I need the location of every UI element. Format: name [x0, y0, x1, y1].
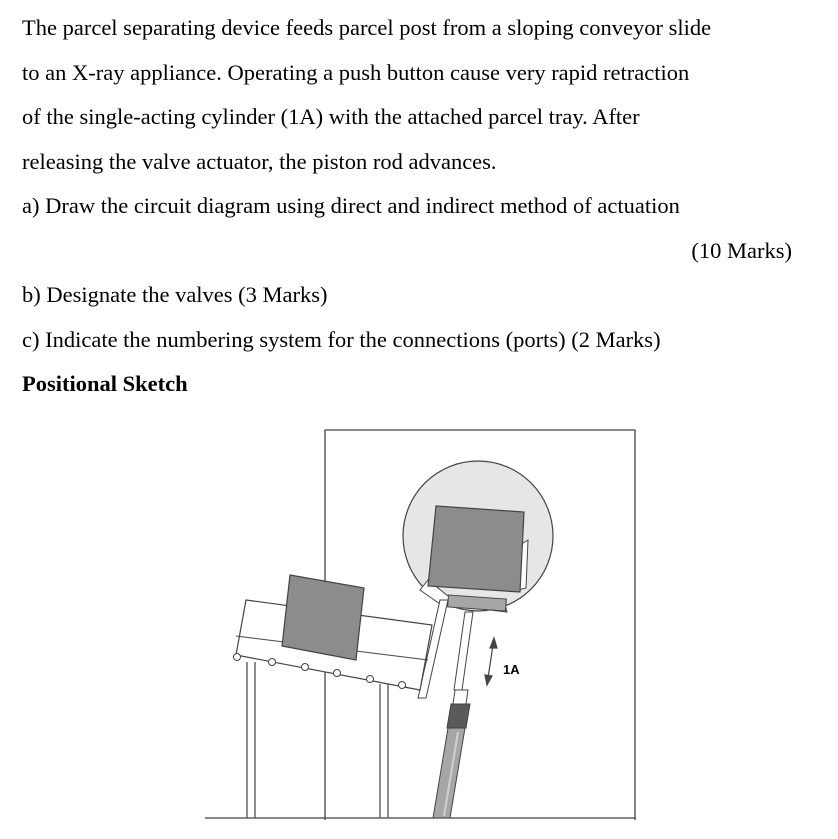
- piston-rod: [454, 612, 473, 690]
- question-c: c) Indicate the numbering system for the connections (ports) (2 Marks): [22, 326, 661, 352]
- question-a: a) Draw the circuit diagram using direct and indirect method of actuation: [22, 193, 680, 218]
- document-body: [22, 6, 817, 407]
- cylinder-collar: [447, 704, 470, 728]
- parcel-in-tray: [428, 506, 524, 592]
- cylinder-body: [433, 728, 465, 818]
- parcel-on-conveyor: [282, 575, 364, 660]
- paragraph-line-4: releasing the valve actuator, the piston rod advances.: [22, 148, 497, 174]
- question-b: b) Designate the valves (3 Marks): [22, 282, 328, 307]
- cylinder-head: [453, 690, 468, 704]
- section-heading: Positional Sketch: [22, 371, 188, 396]
- question-a-marks: (10 Marks): [691, 237, 792, 263]
- motion-arrow-icon: [485, 638, 497, 685]
- paragraph-line-3: of the single-acting cylinder (1A) with the attached parcel tray. After: [22, 104, 640, 129]
- cylinder-label: 1A: [503, 662, 520, 677]
- positional-sketch: [0, 420, 838, 839]
- conveyor-legs: [247, 662, 388, 818]
- paragraph-line-1: The parcel separating device feeds parcel post from a sloping conveyor slide: [22, 15, 712, 40]
- paragraph-line-2: to an X-ray appliance. Operating a push button cause very rapid retraction: [22, 59, 690, 85]
